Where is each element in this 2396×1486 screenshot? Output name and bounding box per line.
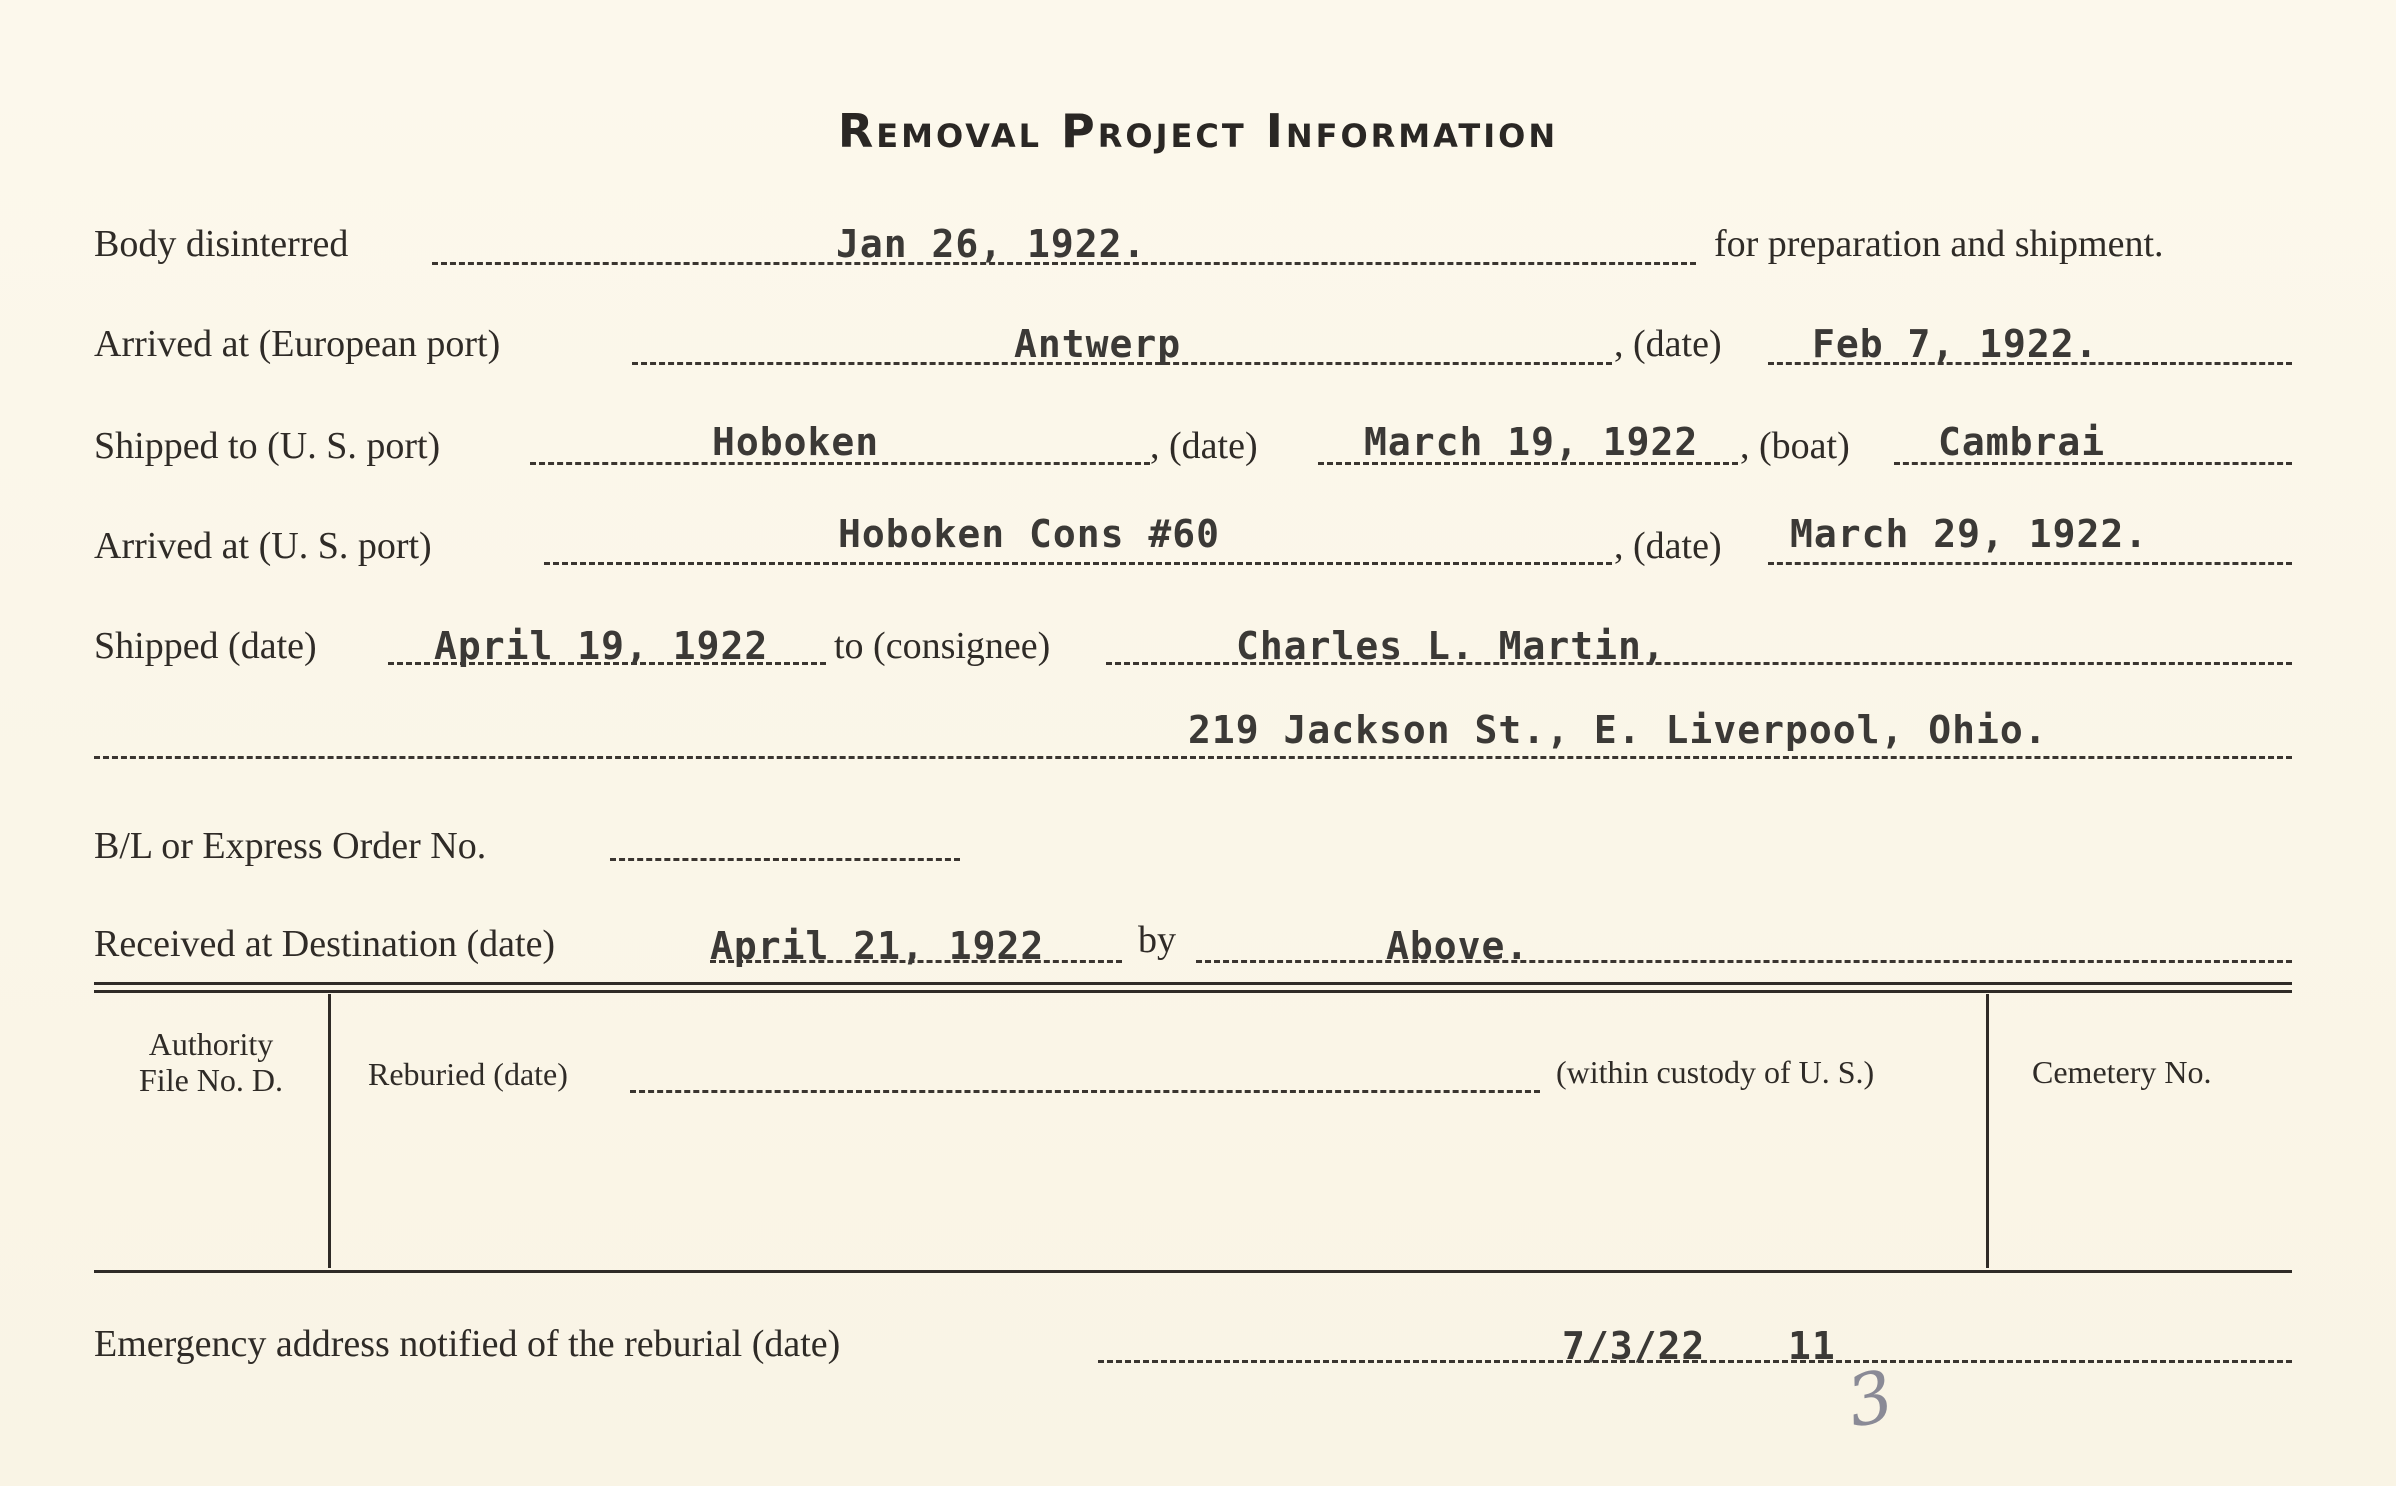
consignee-name: Charles L. Martin, xyxy=(1236,624,1666,668)
shipped-us-date: March 19, 1922 xyxy=(1364,420,1699,464)
arrived-us-label: Arrived at (U. S. port) xyxy=(94,525,432,567)
body-disinterred-suffix: for preparation and shipment. xyxy=(1714,223,2164,265)
body-disinterred-label: Body disinterred xyxy=(94,223,349,265)
arrived-us-line xyxy=(544,562,1612,565)
shipped-us-label: Shipped to (U. S. port) xyxy=(94,425,441,467)
arrived-european-date-label: , (date) xyxy=(1614,323,1722,365)
arrived-european-label: Arrived at (European port) xyxy=(94,323,501,365)
arrived-us-date-line xyxy=(1768,562,2292,565)
reburied-line xyxy=(630,1090,1540,1093)
custody-label: (within custody of U. S.) xyxy=(1556,1054,1875,1090)
bl-line xyxy=(610,858,960,861)
emergency-label: Emergency address notified of the reburial (date) xyxy=(94,1323,841,1365)
table-top-rule-2 xyxy=(94,990,2292,993)
received-by: Above. xyxy=(1386,924,1530,968)
emergency-date: 7/3/22 xyxy=(1562,1324,1706,1368)
handwritten-mark: 3 xyxy=(1839,1354,1901,1444)
shipped-us-value: Hoboken xyxy=(712,420,880,464)
consignee-label: to (consignee) xyxy=(834,625,1051,667)
shipped-us-date-label: , (date) xyxy=(1150,425,1258,467)
address-line xyxy=(94,756,2292,759)
received-label: Received at Destination (date) xyxy=(94,923,556,965)
arrived-european-date: Feb 7, 1922. xyxy=(1812,322,2099,366)
shipped-us-boat: Cambrai xyxy=(1938,420,2106,464)
bl-label: B/L or Express Order No. xyxy=(94,825,487,867)
authority-file-label: Authority File No. D. xyxy=(139,1026,283,1098)
table-top-rule xyxy=(94,982,2292,985)
arrived-us-date: March 29, 1922. xyxy=(1790,512,2149,556)
cemetery-no-label: Cemetery No. xyxy=(2032,1054,2212,1090)
table-divider-right xyxy=(1986,994,1989,1268)
shipped-date-label: Shipped (date) xyxy=(94,625,317,667)
shipped-us-boat-label: , (boat) xyxy=(1740,425,1850,467)
received-date: April 21, 1922 xyxy=(710,924,1045,968)
arrived-us-value: Hoboken Cons #60 xyxy=(838,512,1221,556)
reburied-label: Reburied (date) xyxy=(368,1056,568,1092)
received-by-label: by xyxy=(1138,919,1176,961)
received-by-line xyxy=(1196,960,2292,963)
arrived-us-date-label: , (date) xyxy=(1614,525,1722,567)
body-disinterred-value: Jan 26, 1922. xyxy=(836,222,1147,266)
shipped-date-value: April 19, 1922 xyxy=(434,624,769,668)
emergency-code: 11 xyxy=(1788,1324,1836,1368)
card-title: Removal Project Information xyxy=(837,104,1559,158)
arrived-european-value: Antwerp xyxy=(1014,322,1182,366)
table-bottom-rule xyxy=(94,1270,2292,1273)
consignee-address: 219 Jackson St., E. Liverpool, Ohio. xyxy=(1188,708,2048,752)
table-divider-left xyxy=(328,994,331,1268)
